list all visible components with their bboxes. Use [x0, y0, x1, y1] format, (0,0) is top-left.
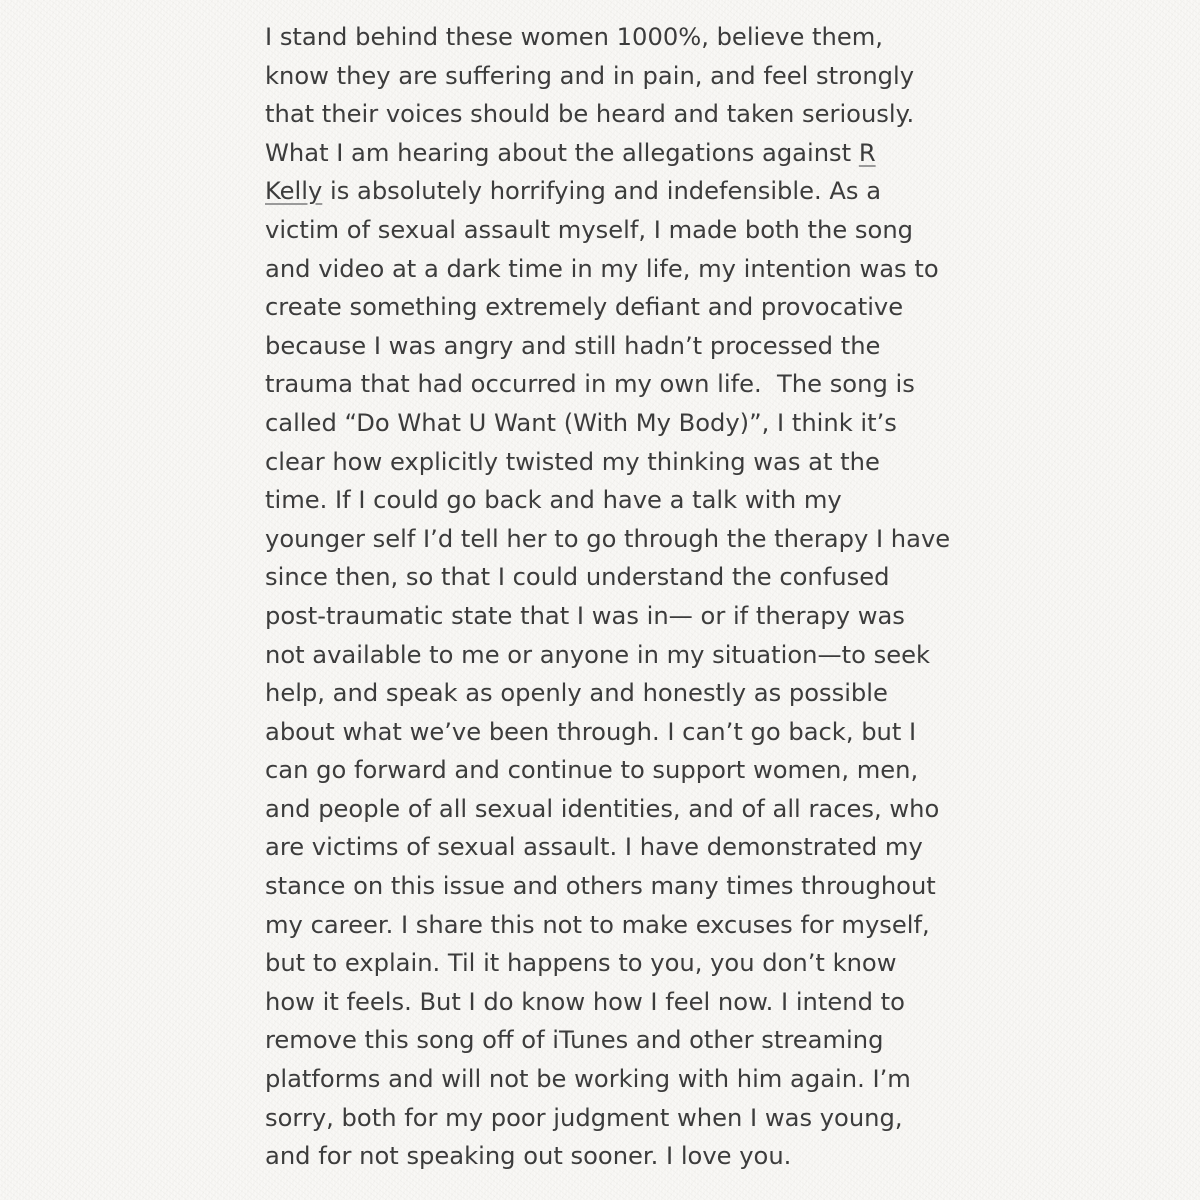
text-line: my career. I share this not to make excuses for myself, [265, 910, 930, 939]
text-segment: is absolutely horrifying and indefensible. As a [330, 177, 882, 206]
text-line: time. If I could go back and have a talk with my [265, 486, 842, 515]
text-line: and people of all sexual identities, and of all races, who [265, 794, 940, 823]
text-line: and video at a dark time in my life, my intention was to [265, 254, 939, 283]
text-line: called “Do What U Want (With My Body)”, I think it’s [265, 408, 897, 437]
text-line [265, 134, 965, 173]
text-line: and for not speaking out sooner. I love you. [265, 1142, 792, 1171]
text-line [265, 172, 965, 211]
text-line: that their voices should be heard and taken seriously. [265, 100, 915, 129]
text-line: post-traumatic state that I was in— or if therapy was [265, 601, 905, 630]
text-line: clear how explicitly twisted my thinking was at the [265, 447, 880, 476]
text-line: younger self I’d tell her to go through the therapy I have [265, 524, 951, 553]
text-segment: What I am hearing about the allegations against [265, 138, 859, 167]
text-line: about what we’ve been through. I can’t go back, but I [265, 717, 917, 746]
statement-text [265, 18, 965, 1176]
text-line: sorry, both for my poor judgment when I was young, [265, 1103, 903, 1132]
text-line: platforms and will not be working with him again. I’m [265, 1065, 911, 1094]
text-line: victim of sexual assault myself, I made both the song [265, 215, 914, 244]
text-line: can go forward and continue to support women, men, [265, 756, 919, 785]
name-link-part-2[interactable]: Kelly [265, 177, 323, 206]
text-line: how it feels. But I do know how I feel now. I intend to [265, 987, 905, 1016]
text-line: but to explain. Til it happens to you, you don’t know [265, 949, 897, 978]
text-line: remove this song off of iTunes and other streaming [265, 1026, 884, 1055]
text-line: not available to me or anyone in my situation—to seek [265, 640, 930, 669]
text-line: create something extremely defiant and provocative [265, 293, 904, 322]
text-line: because I was angry and still hadn’t processed the [265, 331, 881, 360]
text-line: since then, so that I could understand the confused [265, 563, 890, 592]
text-line: trauma that had occurred in my own life. The song is [265, 370, 915, 399]
text-line: stance on this issue and others many times throughout [265, 872, 936, 901]
text-line: I stand behind these women 1000%, believe them, [265, 23, 883, 51]
text-line: know they are suffering and in pain, and feel strongly [265, 61, 915, 90]
text-line: help, and speak as openly and honestly as possible [265, 679, 888, 708]
text-line: are victims of sexual assault. I have demonstrated my [265, 833, 923, 862]
name-link-part-1[interactable]: R [858, 138, 876, 167]
